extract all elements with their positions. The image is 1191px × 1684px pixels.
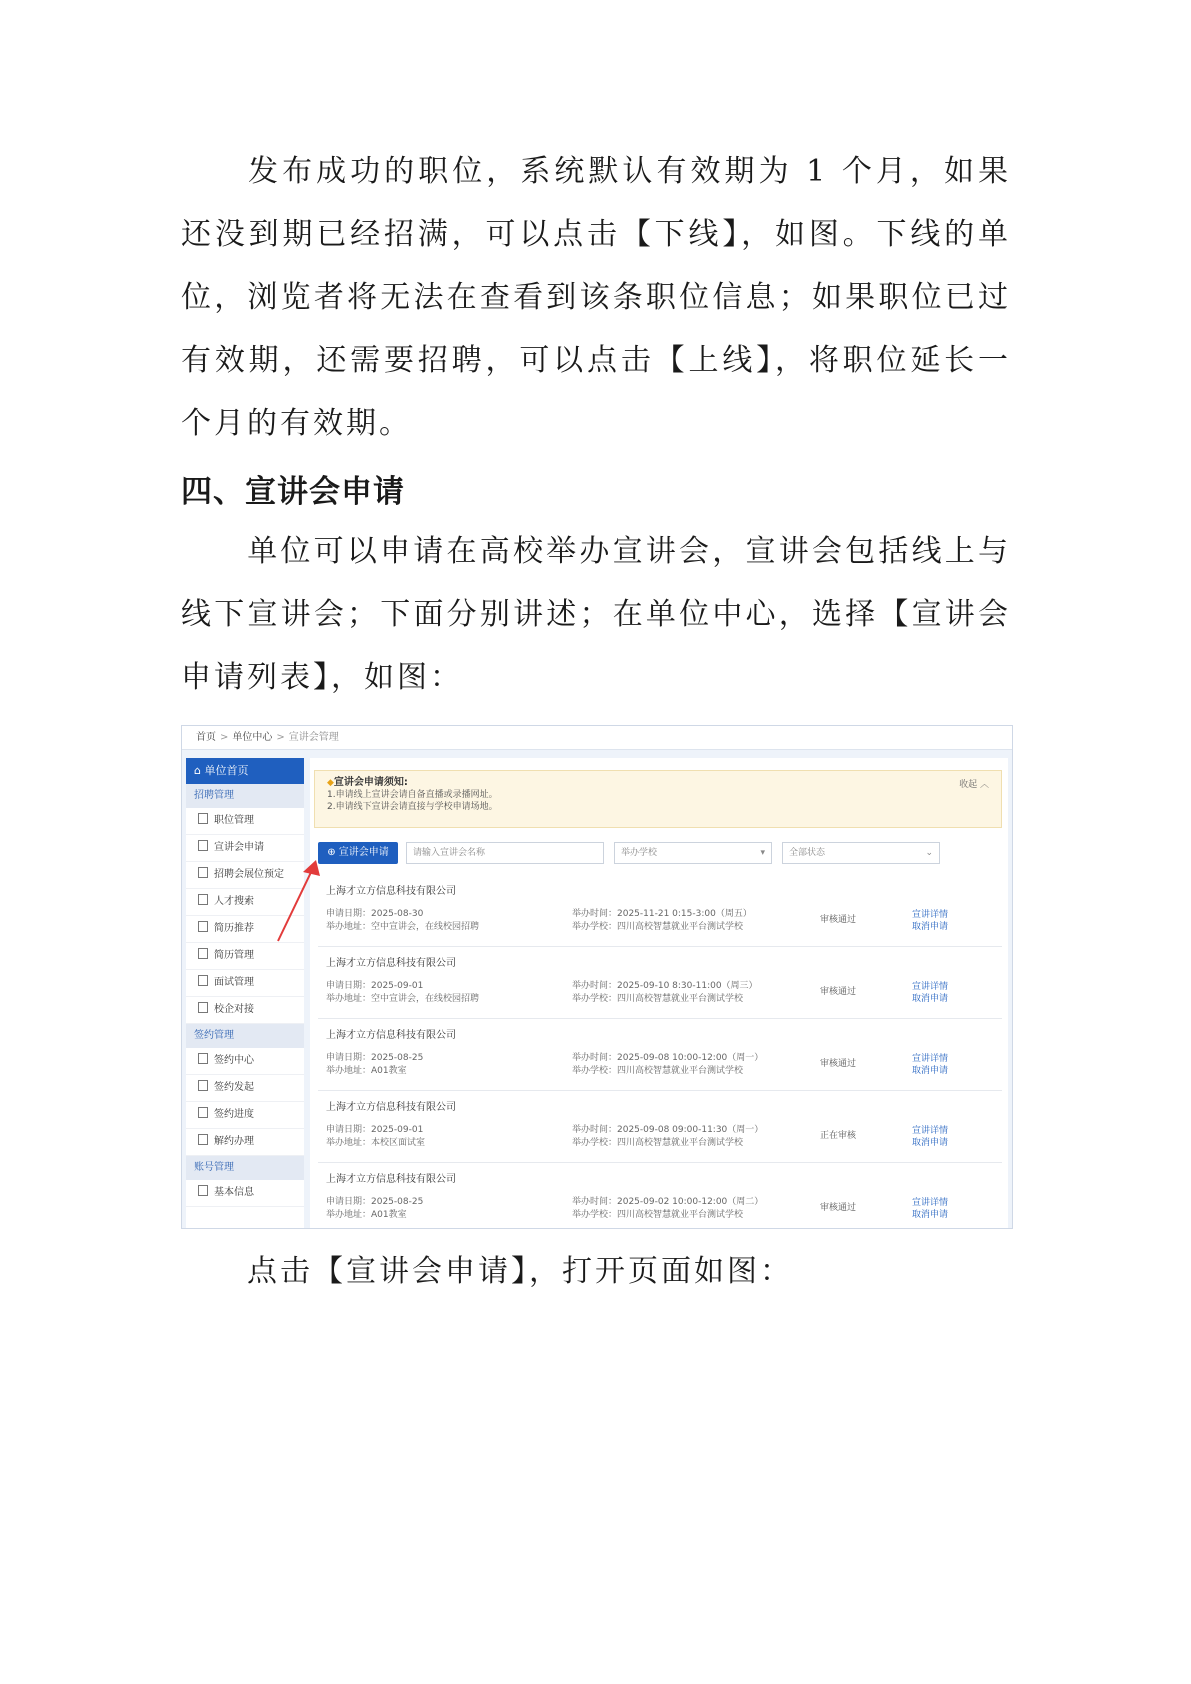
paragraph-job-validity [181, 140, 1011, 455]
sidebar-group-recruit[interactable]: 招聘管理 [186, 784, 304, 808]
event-time: 举办时间：2025-09-02 10:00-12:00（周二） [572, 1197, 764, 1207]
company-name: 上海才立方信息科技有限公司 [326, 1030, 456, 1041]
event-school: 举办学校：四川高校智慧就业平台测试学校 [572, 922, 744, 932]
paragraph-job-validity-text: 发布成功的职位，系统默认有效期为 1 个月，如果还没到期已经招满，可以点击【下线】，如图。下线的单位，浏览者将无法在查看到该条职位信息；如果职位已过有效期，还需要招聘，可以点击【上线】，将职位延长一个月的有效期。 [181, 154, 1011, 441]
school-select-value: 举办学校 [621, 848, 658, 858]
event-time: 举办时间：2025-09-10 8:30-11:00（周三） [572, 981, 758, 991]
cancel-link[interactable]: 取消申请 [912, 1138, 949, 1148]
event-school: 举办学校：四川高校智慧就业平台测试学校 [572, 1138, 744, 1148]
search-input[interactable]: 请输入宣讲会名称 [406, 842, 604, 864]
sidebar-item-label: 简历管理 [214, 950, 254, 961]
sidebar-item-label: 宣讲会申请 [214, 842, 264, 853]
cancel-link[interactable]: 取消申请 [912, 922, 949, 932]
event-time: 举办时间：2025-09-08 10:00-12:00（周一） [572, 1053, 764, 1063]
company-name: 上海才立方信息科技有限公司 [326, 1102, 456, 1113]
address: 举办地址：A01教室 [326, 1210, 407, 1220]
home-icon: ⌂ [194, 764, 205, 777]
paragraph-click-apply-text: 点击【宣讲会申请】，打开页面如图： [247, 1254, 793, 1289]
sidebar-item-label: 招聘会展位预定 [214, 869, 284, 880]
detail-link[interactable]: 宣讲详情 [912, 1054, 949, 1064]
breadcrumb-current: 宣讲会管理 [288, 732, 339, 743]
breadcrumb-separator-icon: > [220, 732, 229, 743]
sidebar-home-label: 单位首页 [204, 764, 249, 777]
event-school: 举办学校：四川高校智慧就业平台测试学校 [572, 1210, 744, 1220]
apply-date: 申请日期：2025-09-01 [326, 981, 424, 991]
sidebar-item-label: 签约发起 [214, 1082, 254, 1093]
status-badge: 审核通过 [820, 1203, 857, 1213]
screenshot-figure [181, 725, 1013, 1229]
cancel-link[interactable]: 取消申请 [912, 1210, 949, 1220]
apply-date: 申请日期：2025-08-30 [326, 909, 424, 919]
address: 举办地址：本校区面试室 [326, 1138, 426, 1148]
breadcrumb-home[interactable]: 首页 [196, 732, 216, 743]
status-badge: 正在审核 [820, 1131, 857, 1141]
sidebar-item-label: 简历推荐 [214, 923, 254, 934]
diamond-icon: ◆ [327, 778, 334, 788]
notice-line: 2.申请线下宣讲会请直接与学校申请场地。 [327, 802, 498, 812]
status-badge: 审核通过 [820, 987, 857, 997]
notice-line: 1.申请线上宣讲会请自备直播或录播网址。 [327, 790, 498, 800]
paragraph-presentation-intro [181, 520, 1011, 709]
breadcrumb-center[interactable]: 单位中心 [232, 732, 273, 743]
company-name: 上海才立方信息科技有限公司 [326, 886, 456, 897]
detail-link[interactable]: 宣讲详情 [912, 982, 949, 992]
sidebar-item-label: 人才搜索 [214, 896, 254, 907]
apply-date: 申请日期：2025-09-01 [326, 1125, 424, 1135]
status-badge: 审核通过 [820, 1059, 857, 1069]
event-time: 举办时间：2025-11-21 0:15-3:00（周五） [572, 909, 752, 919]
chevron-down-icon: ⌄ [925, 848, 933, 858]
address: 举办地址：A01教室 [326, 1066, 407, 1076]
sidebar-item-label: 签约进度 [214, 1109, 254, 1120]
sidebar-item-label: 校企对接 [214, 1004, 254, 1015]
paragraph-presentation-intro-text: 单位可以申请在高校举办宣讲会，宣讲会包括线上与线下宣讲会；下面分别讲述；在单位中心，选择【宣讲会申请列表】，如图： [181, 534, 1011, 695]
detail-link[interactable]: 宣讲详情 [912, 1198, 949, 1208]
sidebar-item-label: 基本信息 [214, 1187, 254, 1198]
event-time: 举办时间：2025-09-08 09:00-11:30（周一） [572, 1125, 764, 1135]
sidebar-item-label: 职位管理 [214, 815, 254, 826]
apply-date: 申请日期：2025-08-25 [326, 1053, 424, 1063]
sidebar-group-contract[interactable]: 签约管理 [186, 1024, 304, 1048]
company-name: 上海才立方信息科技有限公司 [326, 1174, 456, 1185]
detail-link[interactable]: 宣讲详情 [912, 910, 949, 920]
address: 举办地址：空中宣讲会，在线校园招聘 [326, 922, 480, 932]
detail-link[interactable]: 宣讲详情 [912, 1126, 949, 1136]
apply-button-label: 宣讲会申请 [338, 847, 389, 858]
plus-circle-icon: ⊕ [327, 847, 339, 858]
event-school: 举办学校：四川高校智慧就业平台测试学校 [572, 1066, 744, 1076]
annotation-arrow-icon [182, 726, 1012, 1228]
sidebar-item-label: 面试管理 [214, 977, 254, 988]
company-name: 上海才立方信息科技有限公司 [326, 958, 456, 969]
cancel-link[interactable]: 取消申请 [912, 994, 949, 1004]
status-select-value: 全部状态 [789, 848, 826, 858]
paragraph-click-apply [181, 1240, 1011, 1303]
event-school: 举办学校：四川高校智慧就业平台测试学校 [572, 994, 744, 1004]
address: 举办地址：空中宣讲会，在线校园招聘 [326, 994, 480, 1004]
sidebar-item-label: 解约办理 [214, 1136, 254, 1147]
sidebar-item-label: 签约中心 [214, 1055, 254, 1066]
section-heading: 四、宣讲会申请 [181, 474, 405, 510]
caret-down-icon: ▾ [760, 848, 765, 858]
chevron-up-icon: ︿ [977, 780, 989, 790]
apply-date: 申请日期：2025-08-25 [326, 1197, 424, 1207]
status-badge: 审核通过 [820, 915, 857, 925]
breadcrumb-separator-icon: > [276, 732, 285, 743]
cancel-link[interactable]: 取消申请 [912, 1066, 949, 1076]
fold-label: 收起 [959, 780, 978, 790]
notice-title: 宣讲会申请须知: [333, 777, 408, 788]
sidebar-group-account[interactable]: 账号管理 [186, 1156, 304, 1180]
